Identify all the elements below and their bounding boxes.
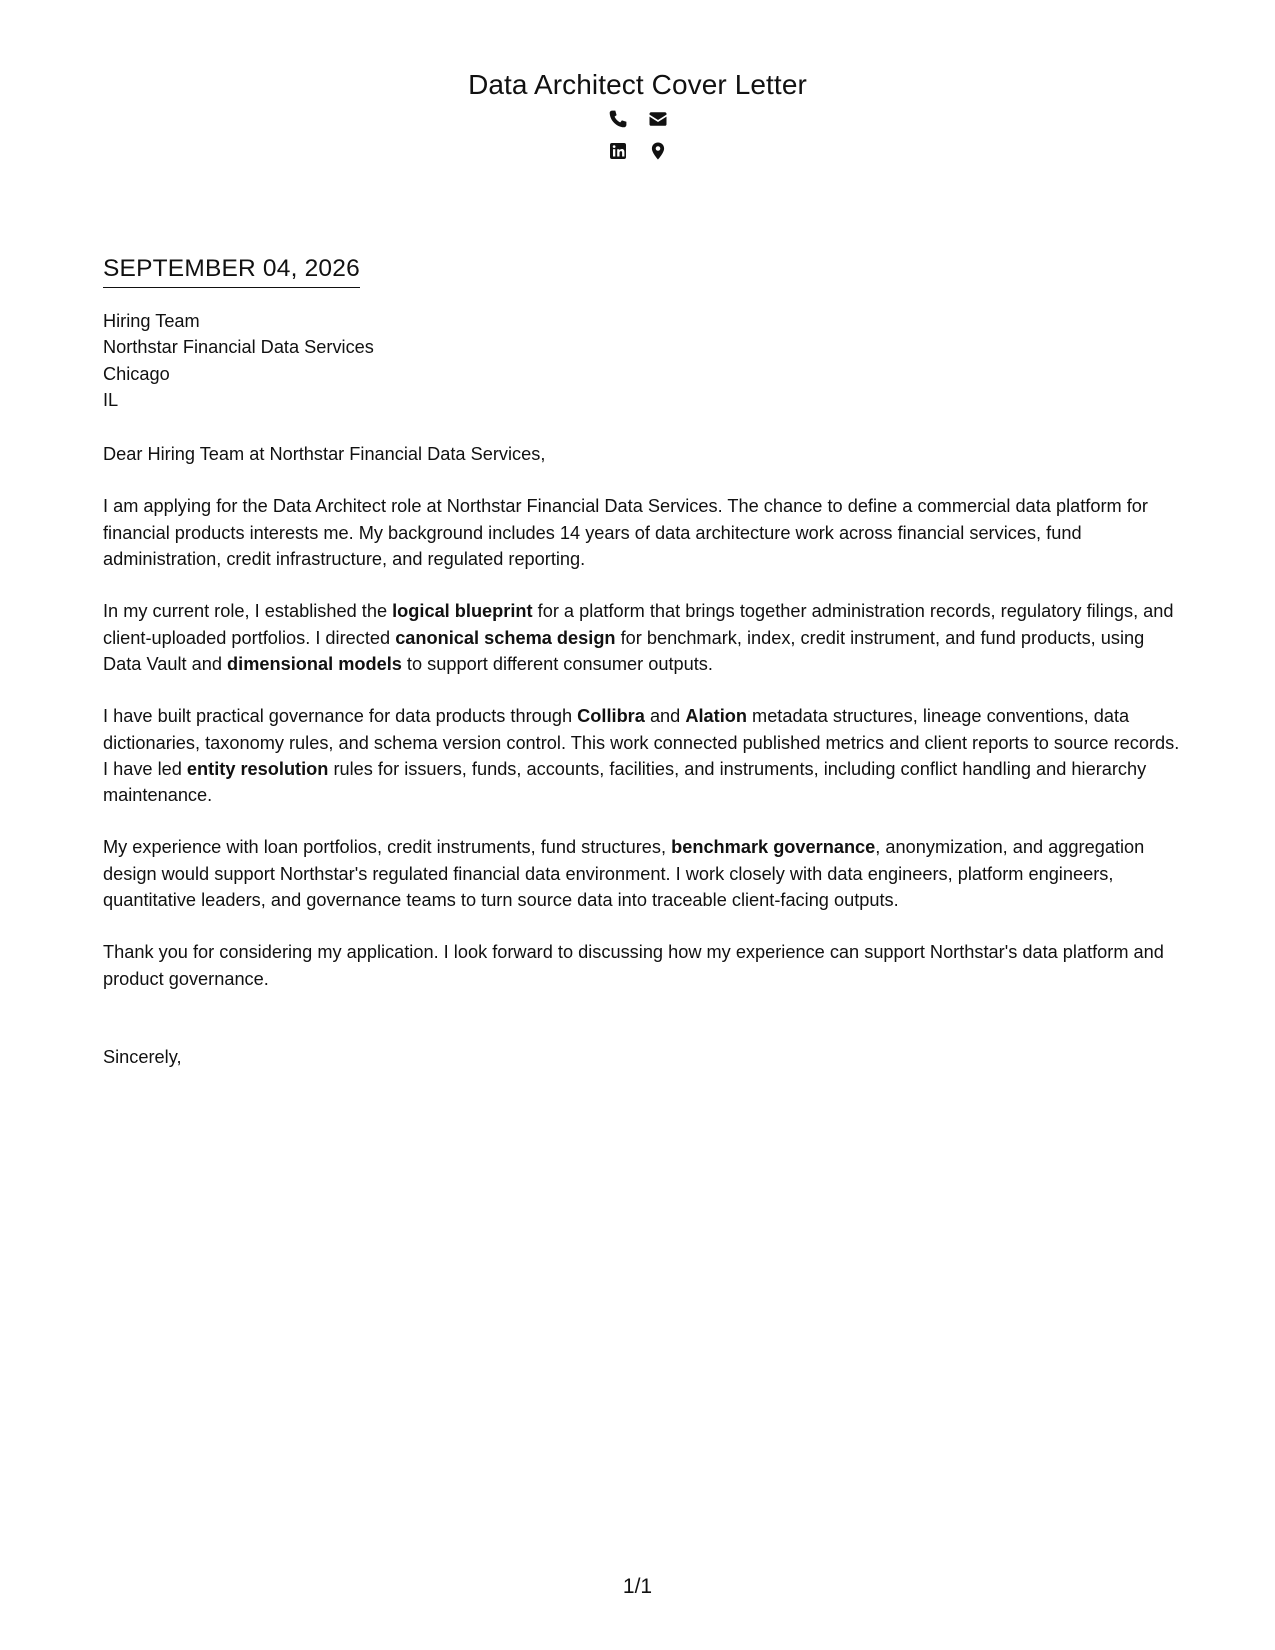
paragraph-text: for a platform that brings together administration records, regulatory filings, and client-uploaded portfolios. I directed [103, 601, 1174, 648]
paragraph-text: My experience with loan portfolios, credit instruments, fund structures, [103, 837, 672, 858]
emphasized-term: benchmark governance [671, 837, 876, 858]
recipient-address [103, 308, 1183, 413]
salutation: Dear Hiring Team at Northstar Financial Data Services, [103, 444, 546, 465]
paragraph-thanks [103, 939, 1183, 992]
emphasized-term: Collibra [577, 706, 645, 727]
letter-body [103, 254, 1183, 1070]
document-title: Data Architect Cover Letter [468, 69, 807, 100]
closing: Sincerely, [103, 1046, 182, 1067]
paragraph-text: for benchmark, index, credit instrument, and fund products, using Data Vault and [103, 627, 1145, 674]
phone-icon[interactable] [608, 109, 628, 129]
paragraph-text: , anonymization, and aggregation design would support Northstar's regulated financial data environment. I work closely with data engineers, platform engineers, quantitative leaders, and governance teams to turn source data into traceable client-facing outputs. [103, 837, 1145, 911]
recipient-name: Hiring Team [103, 311, 200, 331]
paragraph-current-role [103, 598, 1183, 677]
paragraph-intro [103, 493, 1183, 572]
page-number: 1/1 [622, 1575, 653, 1598]
paragraph-text: and [644, 706, 686, 727]
map-marker-icon[interactable] [648, 141, 668, 161]
contact-icons-row-2 [0, 141, 1275, 163]
emphasized-term: Alation [685, 706, 747, 727]
paragraph-text: rules for issuers, funds, accounts, facilities, and instruments, including conflict handling and hierarchy maintenance. [103, 758, 1147, 806]
linkedin-icon[interactable] [608, 141, 628, 161]
recipient-city: Chicago [103, 363, 170, 384]
paragraph-text: I am applying for the Data Architect role at Northstar Financial Data Services. The chance to define a commercial data platform for financial products interests me. My background includes 14 years of data architecture work across financial services, fund administration, credit infrastructure, and regulated reporting. [103, 496, 1148, 570]
letter-header [0, 68, 1275, 163]
paragraph-text: to support different consumer outputs. [401, 653, 713, 674]
recipient-company: Northstar Financial Data Services [103, 337, 374, 358]
paragraph-experience [103, 834, 1183, 913]
paragraph-text: I have built practical governance for data products through [103, 706, 578, 727]
paragraph-text: In my current role, I established the [103, 601, 393, 622]
emphasized-term: canonical schema design [395, 627, 616, 648]
paragraph-text: metadata structures, lineage conventions, data dictionaries, taxonomy rules, and schema version control. This work connected published metrics and client reports to source records. I have led [103, 706, 1180, 779]
emphasized-term: entity resolution [186, 758, 329, 779]
letter-date: SEPTEMBER 04, 2026 [103, 254, 360, 288]
paragraph-text: Thank you for considering my application. I look forward to discussing how my experience can support Northstar's data platform and product governance. [103, 942, 1164, 989]
emphasized-term: dimensional models [227, 653, 402, 674]
emphasized-term: logical blueprint [392, 601, 533, 622]
envelope-icon[interactable] [648, 109, 668, 129]
letter-paragraphs [103, 493, 1183, 991]
paragraph-governance [103, 703, 1183, 808]
recipient-state: IL [103, 389, 119, 410]
contact-icons-row-1 [0, 109, 1275, 131]
